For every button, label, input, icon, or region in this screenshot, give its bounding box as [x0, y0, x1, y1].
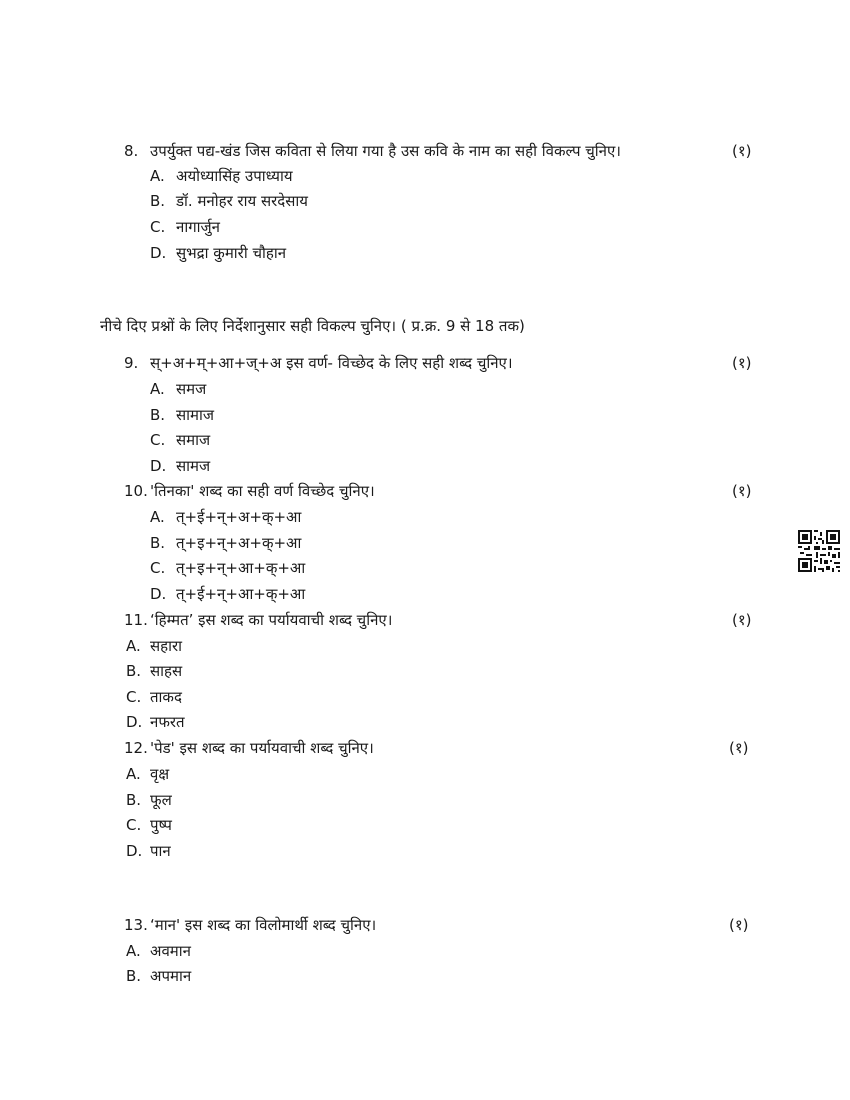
qr-code-icon — [798, 530, 840, 572]
q11-option-d-letter: D. — [126, 713, 143, 731]
q10-text: 'तिनका' शब्द का सही वर्ण विच्छेद चुनिए। — [150, 482, 375, 500]
q11-option-b: साहस — [150, 662, 183, 680]
q8-option-c: नागार्जुन — [176, 218, 220, 236]
q10-number: 10. — [124, 482, 148, 500]
q12-text: 'पेड' इस शब्द का पर्यायवाची शब्द चुनिए। — [150, 739, 374, 757]
q10-option-c-letter: C. — [150, 559, 166, 577]
q12-option-a: वृक्ष — [150, 765, 170, 783]
q13-option-b: अपमान — [150, 967, 192, 985]
q10-option-d: त्+ई+न्+आ+क्+आ — [176, 585, 306, 603]
q12-option-a-letter: A. — [126, 765, 141, 783]
q8-marks: (१) — [732, 142, 752, 160]
q12-option-c: पुष्प — [150, 816, 172, 834]
q12-marks: (१) — [729, 739, 749, 757]
q13-option-a-letter: A. — [126, 942, 141, 960]
q9-option-c: समाज — [176, 431, 211, 449]
q8-option-b: डॉ. मनोहर राय सरदेसाय — [176, 192, 308, 210]
q11-number: 11. — [124, 611, 148, 629]
q9-option-d: सामज — [176, 457, 211, 475]
q10-option-a: त्+ई+न्+अ+क्+आ — [176, 508, 302, 526]
q10-option-c: त्+इ+न्+आ+क्+आ — [176, 559, 306, 577]
section-instruction: नीचे दिए प्रश्नों के लिए निर्देशानुसार सही विकल्प चुनिए। ( प्र.क्र. 9 से 18 तक) — [100, 317, 525, 335]
q12-option-c-letter: C. — [126, 816, 142, 834]
q12-number: 12. — [124, 739, 148, 757]
q13-option-a: अवमान — [150, 942, 191, 960]
q10-option-a-letter: A. — [150, 508, 165, 526]
q12-option-b: फूल — [150, 791, 172, 809]
q11-marks: (१) — [732, 611, 752, 629]
q11-option-a: सहारा — [150, 637, 183, 655]
q12-option-b-letter: B. — [126, 791, 142, 809]
q8-number: 8. — [124, 142, 139, 160]
q9-option-b-letter: B. — [150, 406, 166, 424]
q11-text: ‘हिम्मत’ इस शब्द का पर्यायवाची शब्द चुनिए। — [150, 611, 393, 629]
q12-option-d-letter: D. — [126, 842, 143, 860]
q13-number: 13. — [124, 916, 148, 934]
q9-option-a-letter: A. — [150, 380, 165, 398]
q8-option-b-letter: B. — [150, 192, 166, 210]
q8-option-a-letter: A. — [150, 167, 165, 185]
q8-option-d: सुभद्रा कुमारी चौहान — [176, 244, 287, 262]
q11-option-d: नफरत — [150, 713, 185, 731]
q11-option-a-letter: A. — [126, 637, 141, 655]
q10-marks: (१) — [732, 482, 752, 500]
q12-option-d: पान — [150, 842, 171, 860]
q11-option-c-letter: C. — [126, 688, 142, 706]
q13-text: ‘मान' इस शब्द का विलोमार्थी शब्द चुनिए। — [150, 916, 377, 934]
q11-option-c: ताकद — [150, 688, 182, 706]
q9-option-b: सामाज — [176, 406, 215, 424]
q9-option-a: समज — [176, 380, 207, 398]
q9-number: 9. — [124, 354, 139, 372]
q8-option-d-letter: D. — [150, 244, 167, 262]
q13-option-b-letter: B. — [126, 967, 142, 985]
q8-text: उपर्युक्त पद्य-खंड जिस कविता से लिया गया है उस कवि के नाम का सही विकल्प चुनिए। — [150, 142, 621, 160]
q13-marks: (१) — [729, 916, 749, 934]
q8-option-a: अयोध्यासिंह उपाध्याय — [176, 167, 293, 185]
q8-option-c-letter: C. — [150, 218, 166, 236]
q9-option-d-letter: D. — [150, 457, 167, 475]
q11-option-b-letter: B. — [126, 662, 142, 680]
q9-option-c-letter: C. — [150, 431, 166, 449]
q9-marks: (१) — [732, 354, 752, 372]
q10-option-b: त्+इ+न्+अ+क्+आ — [176, 534, 302, 552]
q10-option-b-letter: B. — [150, 534, 166, 552]
q9-text: स्+अ+म्+आ+ज्+अ इस वर्ण- विच्छेद के लिए सही शब्द चुनिए। — [150, 354, 513, 372]
q10-option-d-letter: D. — [150, 585, 167, 603]
